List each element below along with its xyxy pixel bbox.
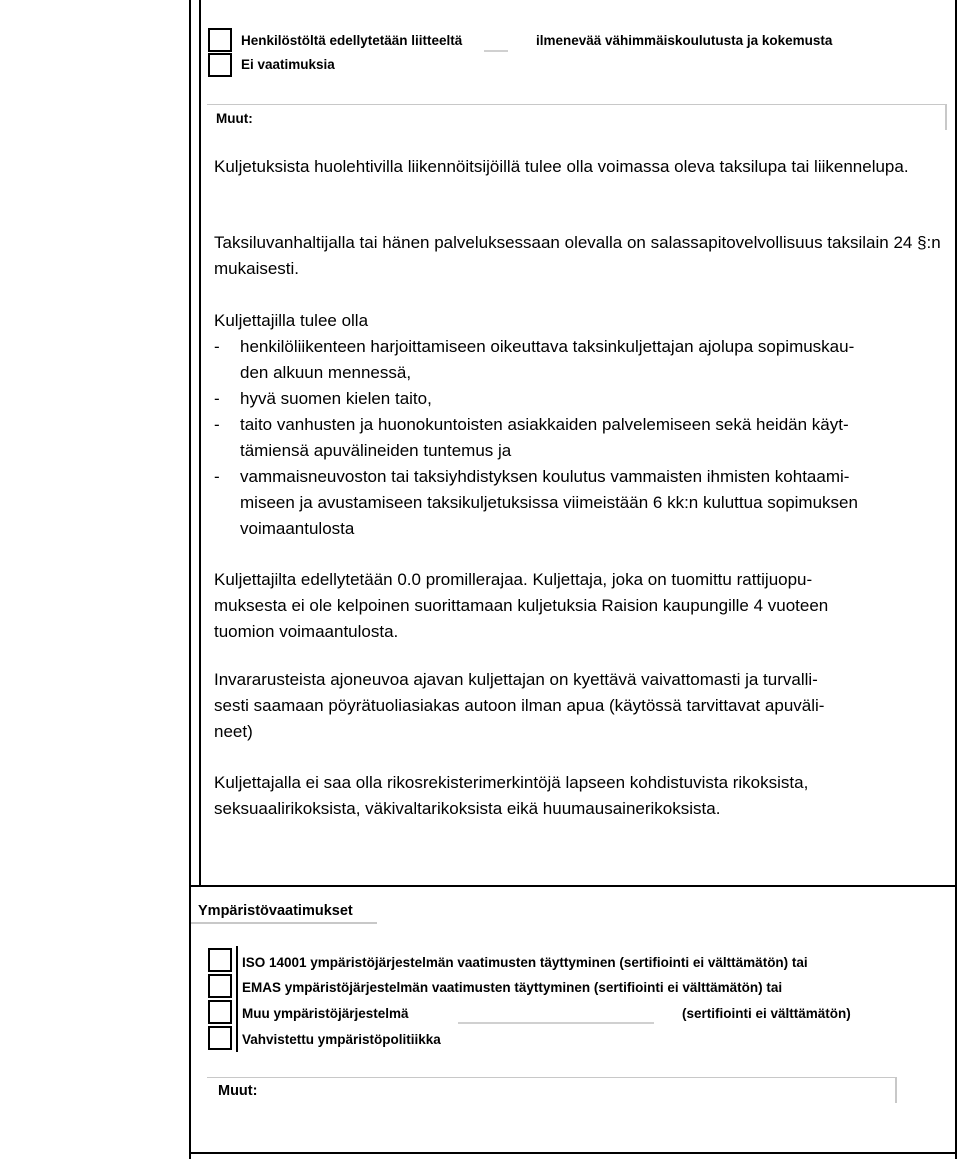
list-item-1-line-2: den alkuun mennessä, — [240, 363, 412, 382]
list-item-4-line-1: vammaisneuvoston tai taksiyhdistyksen koulutus vammaisten ihmisten kohtaami- — [240, 467, 850, 486]
list-dash: - — [214, 337, 220, 356]
option-politiikka-label: Vahvistettu ympäristöpolitiikka — [242, 1032, 441, 1047]
checkbox-iso14001[interactable] — [208, 948, 232, 972]
option-henkilosto-label: Henkilöstöltä edellytetään liitteeltä — [241, 33, 463, 48]
para-salassapito: Taksiluvanhaltijalla tai hänen palveluksessaan olevalla on salassapitovelvollisuus taksilain 24 §:n mukaisesti. — [214, 233, 941, 278]
muu-jarjestelma-blank-field[interactable] — [458, 1022, 654, 1024]
para-invara-line-2: sesti saamaan pöyrätuoliasiakas autoon ilman apua (käytössä tarvittavat apuväli- — [214, 696, 825, 715]
right-border — [955, 0, 957, 1159]
para-alcohol-line-3: tuomion voimaantulosta. — [214, 622, 399, 641]
list-item-1-line-1: henkilöliikenteen harjoittamiseen oikeuttava taksinkuljettajan ajolupa sopimuskau- — [240, 337, 855, 356]
muut-field-2[interactable] — [207, 1077, 897, 1103]
option-muu-label-right: (sertifiointi ei välttämätön) — [682, 1006, 851, 1021]
option-muu-label: Muu ympäristöjärjestelmä — [242, 1006, 409, 1021]
list-item-3-line-2: tämiensä apuvälineiden tuntemus ja — [240, 441, 512, 460]
muut-field[interactable] — [207, 104, 947, 130]
muut-label-2: Muut: — [218, 1083, 258, 1099]
para-criminal-line-1: Kuljettajalla ei saa olla rikosrekisterimerkintöjä lapseen kohdistuvista rikoksista, — [214, 773, 809, 792]
section-top-border — [189, 885, 957, 887]
option-iso14001-label: ISO 14001 ympäristöjärjestelmän vaatimusten täyttyminen (sertifiointi ei välttämätön) tai — [242, 955, 808, 970]
options-left-border — [236, 946, 238, 1052]
list-dash: - — [214, 389, 220, 408]
para-criminal-line-2: seksuaalirikoksista, väkivaltarikoksista eikä huumausainerikoksista. — [214, 799, 721, 818]
checkbox-ymparistopolitiikka[interactable] — [208, 1026, 232, 1050]
para-taksilupa: Kuljetuksista huolehtivilla liikennöitsijöillä tulee olla voimassa oleva taksilupa tai liikennelupa. — [214, 157, 909, 176]
checkbox-emas[interactable] — [208, 974, 232, 998]
checkbox-muu-jarjestelma[interactable] — [208, 1000, 232, 1024]
henkilosto-blank-field[interactable] — [484, 50, 508, 52]
bottom-border — [189, 1152, 957, 1154]
drivers-intro: Kuljettajilla tulee olla — [214, 311, 369, 330]
option-ei-vaatimuksia-label: Ei vaatimuksia — [241, 57, 335, 72]
checkbox-henkilosto[interactable] — [208, 28, 232, 52]
checkbox-ei-vaatimuksia[interactable] — [208, 53, 232, 77]
para-alcohol-line-1: Kuljettajilta edellytetään 0.0 promillerajaa. Kuljettaja, joka on tuomittu rattijuopu- — [214, 570, 813, 589]
list-item-4-line-3: voimaantulosta — [240, 519, 355, 538]
list-item-2-line-1: hyvä suomen kielen taito, — [240, 389, 432, 408]
para-alcohol-line-2: muksesta ei ole kelpoinen suorittamaan kuljetuksia Raision kaupungille 4 vuoteen — [214, 596, 829, 615]
inner-left-border — [199, 0, 201, 885]
section-title-underline — [191, 922, 377, 924]
left-border — [189, 0, 191, 1159]
option-emas-label: EMAS ympäristöjärjestelmän vaatimusten täyttyminen (sertifiointi ei välttämätön) tai — [242, 980, 783, 995]
list-dash: - — [214, 467, 220, 486]
section-title-ymparisto: Ympäristövaatimukset — [198, 903, 353, 919]
list-dash: - — [214, 415, 220, 434]
option-henkilosto-label-right: ilmenevää vähimmäiskoulutusta ja kokemusta — [536, 33, 833, 48]
list-item-4-line-2: miseen ja avustamiseen taksikuljetuksissa viimeistään 6 kk:n kuluttua sopimuksen — [240, 493, 858, 512]
list-item-3-line-1: taito vanhusten ja huonokuntoisten asiakkaiden palvelemiseen sekä heidän käyt- — [240, 415, 849, 434]
muut-label: Muut: — [216, 111, 253, 126]
para-invara-line-1: Invararusteista ajoneuvoa ajavan kuljettajan on kyettävä vaivattomasti ja turvalli- — [214, 670, 818, 689]
para-invara-line-3: neet) — [214, 722, 253, 741]
